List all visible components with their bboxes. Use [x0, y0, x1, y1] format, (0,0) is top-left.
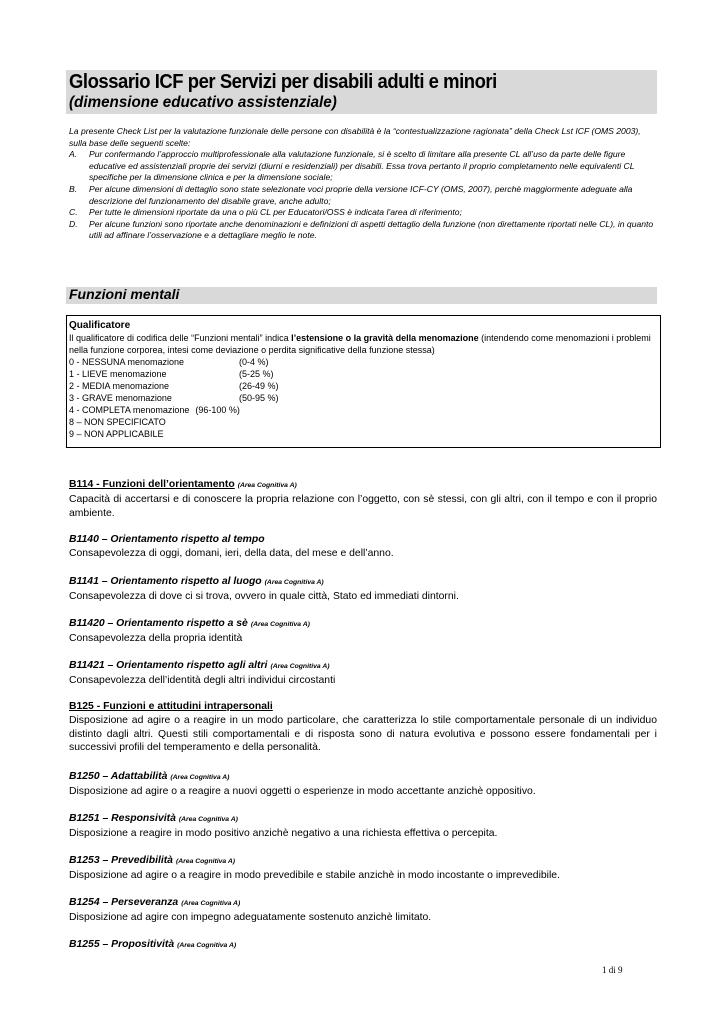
entry-heading	[69, 812, 657, 827]
qualifier-desc-before: Il qualificatore di codifica delle “Funzioni mentali” indica	[69, 333, 292, 343]
list-item	[69, 938, 657, 953]
choice-letter: D.	[69, 218, 78, 229]
document-subtitle: (dimensione educativo assistenziale)	[69, 94, 337, 111]
list-item	[69, 700, 657, 755]
qualifier-levels	[69, 356, 657, 440]
entry-title: B1253 – Prevedibilità	[69, 855, 173, 866]
level-range: (0-4 %)	[239, 357, 269, 367]
entry-heading	[69, 478, 657, 493]
level-label: 2 - MEDIA menomazione	[69, 381, 170, 391]
entry-heading	[69, 938, 657, 953]
entry-title: B1254 – Perseveranza	[69, 897, 179, 908]
qualifier-desc-bold: l’estensione o la gravità della menomazione	[291, 333, 479, 343]
entry-heading	[69, 896, 657, 911]
entry-description: Consapevolezza di dove ci si trova, ovvero in quale città, Stato ed immediati dintorni.	[69, 590, 459, 602]
qualifier-level	[69, 380, 657, 392]
choice-item	[69, 184, 657, 207]
entry-heading	[69, 617, 657, 632]
entry-description: Disposizione a reagire in modo positivo anzichè negativo a una richiesta effettiva o percepita.	[69, 827, 498, 839]
level-label: 9 – NON APPLICABILE	[69, 429, 164, 439]
entry-area: (Area Cognitiva A)	[177, 942, 237, 949]
section-header	[66, 287, 657, 304]
qualifier-level	[69, 428, 657, 440]
choice-text: Per alcune funzioni sono riportate anche denominazioni e definizioni di aspetti dettaglio della funzione (non direttamente riportati nelle CL), in quanto utili ad affinare l’osservazione e a dettagliare meglio le note.	[89, 218, 654, 241]
entry-area: (Area Cognitiva A)	[175, 858, 236, 865]
choice-letter: C.	[69, 207, 78, 218]
entry-title: B1255 – Propositività	[69, 939, 175, 950]
level-label: 0 - NESSUNA menomazione	[69, 357, 185, 367]
list-item	[69, 478, 657, 520]
entry-title: B1141 – Orientamento rispetto al luogo	[69, 576, 262, 587]
level-range: (5-25 %)	[239, 369, 274, 379]
list-item	[69, 854, 657, 883]
section-title: Funzioni mentali	[69, 286, 180, 302]
entry-description: Capacità di accertarsi e di conoscere la propria relazione con l’oggetto, con sè stessi, con gli altri, con il tempo e con il proprio ambiente.	[69, 493, 657, 519]
document-title: Glossario ICF per Servizi per disabili adulti e minori	[69, 70, 497, 93]
entry-title: B114 - Funzioni dell’orientamento	[69, 479, 235, 490]
list-item	[69, 812, 657, 841]
choice-item	[69, 149, 657, 184]
level-range: (96-100 %)	[195, 405, 240, 415]
choice-text: Pur confermando l’approccio multiprofessionale alla valutazione funzionale, si è scelto di limitare alla presente CL all’uso da parte delle figure educative ed assistenziali proprie dei servizi (diurni e residenziali) per disabili. Essa trova pertanto il proprio completamento nelle equivalenti CL specifiche per la dimensione clinica e per la dimensione sociale;	[89, 149, 635, 183]
entry-description: Consapevolezza di oggi, domani, ieri, della data, del mese e dell’anno.	[69, 547, 394, 559]
entry-description: Disposizione ad agire o a reagire in modo prevedibile e stabile anzichè in modo incostante o imprevedibile.	[69, 869, 560, 881]
intro-text: La presente Check List per la valutazione funzionale delle persone con disabilità è la “contestualizzazione ragionata” della Check Lst ICF (OMS 2003), sulla base delle seguenti scelte:	[69, 126, 641, 148]
entry-heading	[69, 700, 657, 714]
level-range: (26-49 %)	[239, 381, 279, 391]
entry-area: (Area Cognitiva A)	[170, 774, 230, 781]
level-label: 1 - LIEVE menomazione	[69, 369, 167, 379]
list-item	[69, 896, 657, 925]
choice-item	[69, 219, 657, 242]
entry-area: (Area Cognitiva A)	[250, 621, 310, 628]
list-item	[69, 533, 657, 561]
intro-section	[69, 126, 657, 242]
qualifier-level	[69, 392, 657, 404]
entry-description: Disposizione ad agire o a reagire a nuovi oggetti o esperienze in modo accettante anzichè oppositivo.	[69, 785, 536, 797]
entry-heading	[69, 854, 657, 869]
entry-area: (Area Cognitiva A)	[264, 579, 324, 586]
entry-area: (Area Cognitiva A)	[237, 482, 297, 489]
entry-description: Disposizione ad agire o a reagire in un modo particolare, che caratterizza lo stile comportamentale personale di un individuo distinto dagli altri. Questi stili comportamentali e di risposta sono di natura evolutiva e possono essere fondamentali per i successivi profili del temperamento e della personalità.	[69, 714, 657, 754]
choice-letter: B.	[69, 183, 78, 194]
entry-description: Consapevolezza della propria identità	[69, 632, 243, 644]
choice-text: Per alcune dimensioni di dettaglio sono state selezionate voci proprie della versione ICF-CY (OMS, 2007), perchè maggiormente adeguate alla descrizione del funzionamento del disabile grave, anche adulto;	[89, 183, 633, 206]
entry-title: B1250 – Adattabilità	[69, 771, 168, 782]
level-label: 3 - GRAVE menomazione	[69, 393, 172, 403]
list-item	[69, 575, 657, 604]
qualifier-description	[69, 332, 657, 356]
entry-title: B1251 – Responsività	[69, 813, 176, 824]
page-number: 1 di 9	[602, 965, 623, 975]
entry-heading	[69, 533, 657, 547]
choice-item	[69, 207, 657, 219]
qualifier-level	[69, 404, 657, 416]
entry-heading	[69, 770, 657, 785]
title-block	[66, 70, 657, 114]
qualifier-level	[69, 368, 657, 380]
qualifier-box	[66, 315, 661, 448]
entry-heading	[69, 575, 657, 590]
level-label: 4 - COMPLETA menomazione	[69, 405, 190, 415]
list-item	[69, 659, 657, 688]
entry-title: B11421 – Orientamento rispetto agli altri	[69, 660, 268, 671]
entry-title: B11420 – Orientamento rispetto a sè	[69, 618, 248, 629]
level-label: 8 – NON SPECIFICATO	[69, 417, 166, 427]
qualifier-desc-after: (intendendo come menomazioni i problemi nella funzione corporea, intesi come deviazione o perdita significative della funzione stessa)	[69, 333, 651, 355]
qualifier-level	[69, 356, 657, 368]
list-item	[69, 770, 657, 799]
level-range: (50-95 %)	[239, 393, 279, 403]
choice-letter: A.	[69, 149, 78, 160]
entry-title: B125 - Funzioni e attitudini intrapersonali	[69, 701, 273, 712]
list-item	[69, 617, 657, 646]
choice-text: Per tutte le dimensioni riportate da una o più CL per Educatori/OSS è indicata l’area di riferimento;	[89, 207, 462, 218]
entry-title: B1140 – Orientamento rispetto al tempo	[69, 534, 265, 545]
entry-description: Disposizione ad agire con impegno adeguatamente sostenuto anzichè limitato.	[69, 911, 432, 923]
entry-description: Consapevolezza dell’identità degli altri individui circostanti	[69, 674, 336, 686]
qualifier-heading: Qualificatore	[69, 320, 131, 331]
qualifier-level	[69, 416, 657, 428]
entry-heading	[69, 659, 657, 674]
entry-area: (Area Cognitiva A)	[270, 663, 330, 670]
entry-area: (Area Cognitiva A)	[178, 816, 238, 823]
entry-area: (Area Cognitiva A)	[181, 900, 241, 907]
